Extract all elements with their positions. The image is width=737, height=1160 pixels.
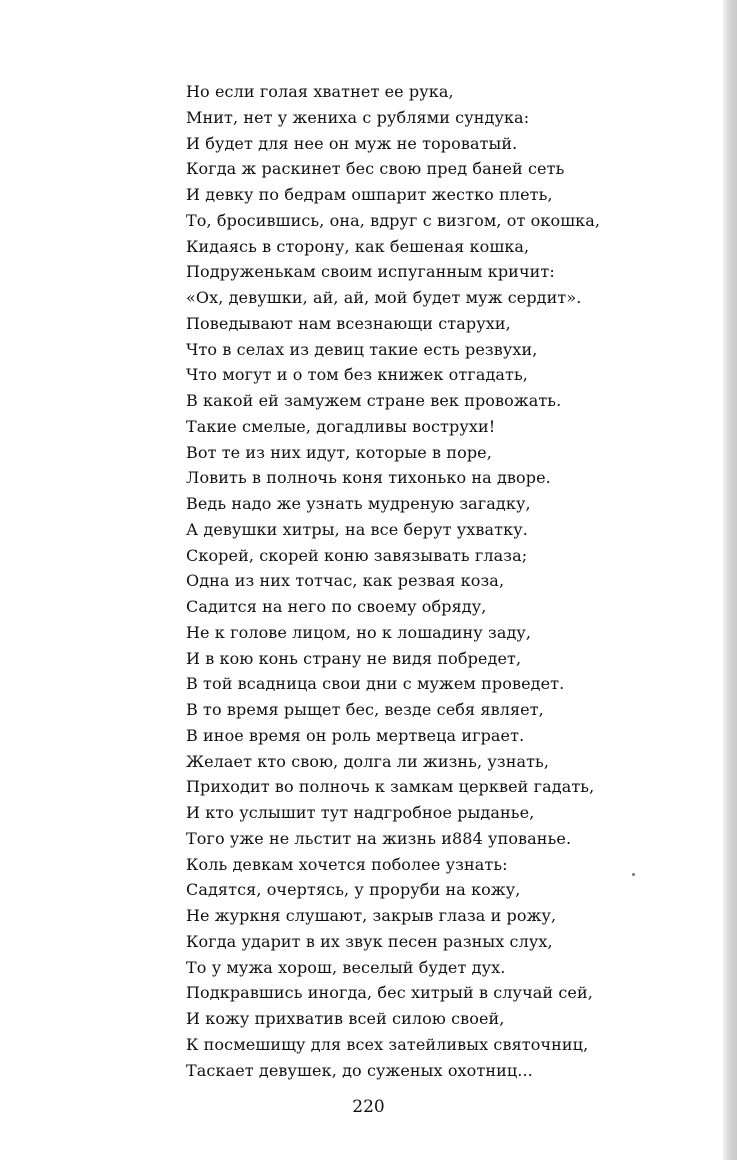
- poem-line: К посмешищу для всех затейливых святочниц,: [186, 1034, 589, 1054]
- poem-line: Скорей, скорей коню завязывать глаза;: [186, 545, 528, 565]
- poem-line: Коль девкам хочется поболее узнать:: [186, 854, 508, 874]
- page-edge-shadow: [723, 0, 737, 1160]
- poem-line: Не журкня слушают, закрыв глаза и рожу,: [186, 906, 557, 925]
- poem-line: Что могут и о том без книжек отгадать,: [186, 365, 528, 385]
- poem-line: «Ох, девушки, ай, ай, мой будет муж сердит».: [186, 288, 582, 307]
- poem-line: Мнит, нет у жениха с рублями сундука:: [186, 107, 530, 127]
- scan-speck: [632, 873, 635, 876]
- poem-line: Не к голове лицом, но к лошадину заду,: [186, 622, 532, 642]
- poem-line: И в кою конь страну не видя побредет,: [186, 648, 522, 668]
- page-number: 220: [352, 1097, 385, 1117]
- poem-line: Что в селах из девиц такие есть резвухи,: [186, 339, 538, 359]
- poem-line: Подкравшись иногда, бес хитрый в случай сей,: [186, 983, 593, 1003]
- poem-line: Такие смелые, догадливы вострухи!: [186, 416, 496, 436]
- poem-line: Таскает девушек, до суженых охотниц...: [186, 1060, 533, 1080]
- poem-line: А девушки хитры, на все берут ухватку.: [186, 519, 528, 539]
- poem-line: Приходит во полночь к замкам церквей гадать,: [186, 777, 595, 797]
- poem-line: И будет для нее он муж не тороватый.: [186, 133, 518, 153]
- poem-line: Ведь надо же узнать мудреную загадку,: [186, 494, 531, 513]
- poem-line: Одна из них тотчас, как резвая коза,: [186, 571, 505, 591]
- poem-line: В иное время он роль мертвеца играет.: [186, 725, 525, 745]
- poem-line: В то время рыщет бес, везде себя являет,: [186, 700, 544, 719]
- poem-line: Подруженькам своим испуганным кричит:: [186, 262, 555, 282]
- poem-line: Того уже не льстит на жизнь и884 упованье.: [186, 828, 572, 848]
- poem-line: Садятся, очертясь, у проруби на кожу,: [186, 880, 521, 900]
- poem-line: Желает кто свою, долга ли жизнь, узнать,: [186, 751, 550, 771]
- poem-line: То у мужа хорош, веселый будет дух.: [186, 957, 506, 977]
- poem-line: И кожу прихватив всей силою своей,: [186, 1009, 505, 1028]
- poem-line: Но если голая хватнет ее рука,: [186, 82, 454, 101]
- poem-line: Ловить в полночь коня тихонько на дворе.: [186, 468, 551, 488]
- poem-line: В какой ей замужем стране век провожать.: [186, 391, 562, 410]
- poem-text: [186, 79, 626, 1083]
- poem-line: Вот те из них идут, которые в поре,: [186, 442, 492, 462]
- poem-line: Когда ж раскинет бес свою пред баней сеть: [186, 159, 565, 179]
- poem-line: Когда ударит в их звук песен разных слух,: [186, 931, 553, 951]
- poem-line: То, бросившись, она, вдруг с визгом, от окошка,: [186, 210, 601, 230]
- poem-line: И девку по бедрам ошпарит жестко плеть,: [186, 185, 553, 204]
- poem-line: В той всадница свои дни с мужем проведет.: [186, 674, 565, 694]
- poem-line: Садится на него по своему обряду,: [186, 597, 487, 616]
- poem-line: И кто услышит тут надгробное рыданье,: [186, 803, 535, 822]
- poem-line: Поведывают нам всезнающи старухи,: [186, 313, 511, 333]
- poem-line: Кидаясь в сторону, как бешеная кошка,: [186, 236, 530, 256]
